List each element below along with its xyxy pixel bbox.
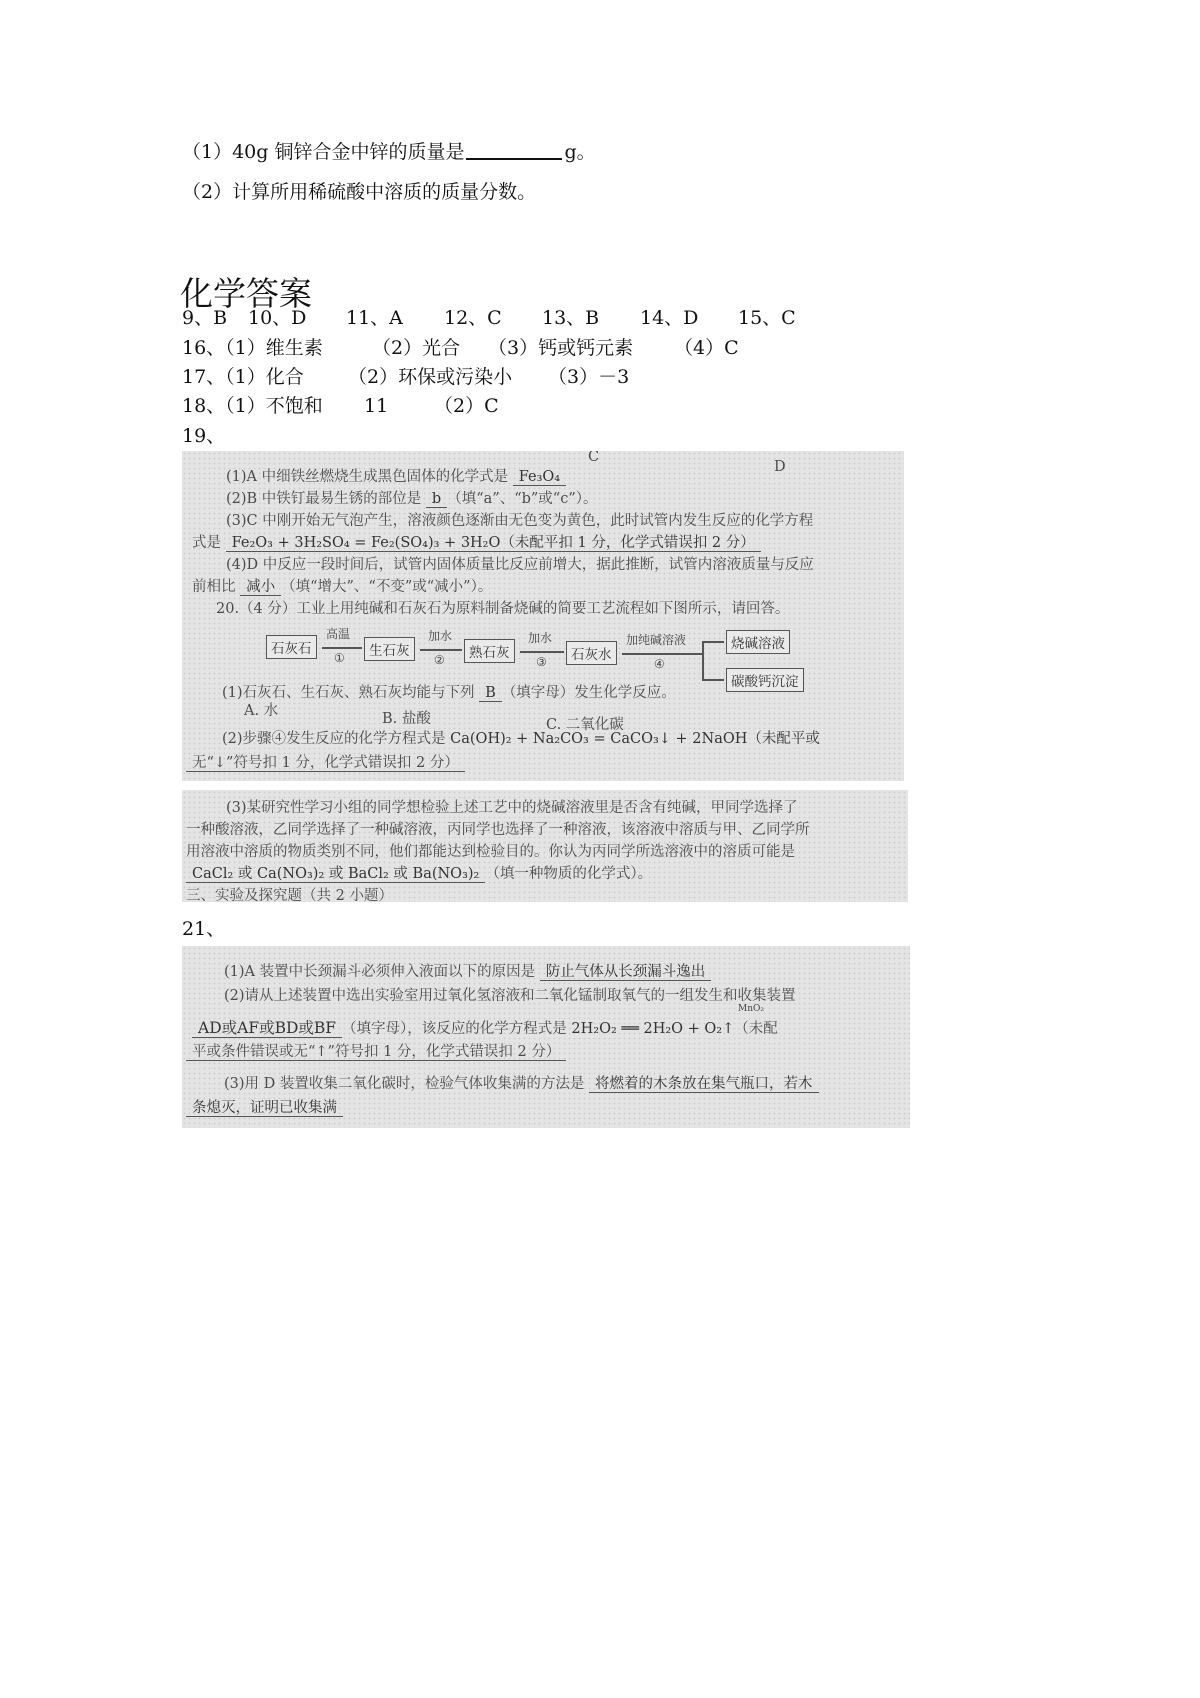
flow-label-step-3: ③	[536, 655, 547, 669]
answer-row-17	[182, 362, 629, 389]
answer-blank	[466, 140, 562, 160]
flow-arrow-1	[322, 647, 362, 649]
flow-arrow-3	[520, 651, 564, 653]
scan20-line-4-answer: CaCl₂ 或 Ca(NO₃)₂ 或 BaCl₂ 或 Ba(NO₃)₂	[186, 866, 485, 883]
answer-10: 10、D	[248, 307, 307, 329]
answer-13: 13、B	[542, 307, 600, 329]
scan19-line-2-tail: （填“a”、“b”或“c”）。	[447, 491, 598, 507]
scan21-line-4	[186, 1040, 566, 1061]
scan19-line-1	[226, 465, 566, 486]
scan21-line-2: (2)请从上述装置中选出实验室用过氧化氢溶液和二氧化锰制取氧气的一组发生和收集装置	[224, 988, 796, 1004]
answer-19-label: 19、	[182, 425, 226, 447]
scan21-line-6	[186, 1096, 343, 1117]
scan19-line-9	[222, 727, 820, 748]
scan19-line-8-tail: （填字母）发生化学反应。	[501, 685, 676, 701]
scan21-line-3-equation: 2H₂O₂ ══ 2H₂O + O₂↑	[571, 1021, 735, 1037]
flow-box-limewater: 石灰水	[566, 641, 617, 665]
flow-label-step-4: ④	[654, 657, 665, 671]
flow-label-add-soda: 加纯碱溶液	[626, 633, 687, 647]
answers-title: 化学答案	[180, 274, 312, 313]
scan-label-c: C	[588, 451, 600, 465]
scan19-line-7: 20.（4 分）工业上用纯碱和石灰石为原料制备烧碱的简要工艺流程如下图所示，请回答。	[216, 601, 790, 617]
answer-21-label: 21、	[182, 918, 226, 940]
scan21-catalyst: MnO₂	[738, 1004, 764, 1014]
scan20-line-2: 一种酸溶液，乙同学选择了一种碱溶液，丙同学也选择了一种溶液，该溶液中溶质与甲、乙同学所	[186, 822, 810, 838]
scan19-line-8-text: (1)石灰石、生石灰、熟石灰均能与下列	[222, 685, 475, 701]
flow-label-add-water-1: 加水	[428, 629, 453, 643]
scan19-line-6-tail: （填“增大”、“不变”或“减小”）。	[281, 579, 493, 595]
scan20-line-4	[186, 862, 652, 883]
scan19-option-a: A. 水	[244, 703, 279, 719]
flow-box-caustic-soda: 烧碱溶液	[726, 630, 790, 654]
flow-box-quicklime: 生石灰	[364, 637, 415, 661]
scan19-line-2-answer: b	[426, 491, 447, 508]
scan20-line-1: (3)某研究性学习小组的同学想检验上述工艺中的烧碱溶液里是否含有纯碱，甲同学选择了	[226, 800, 798, 816]
scan19-line-10-text: 无“↓”符号扣 1 分，化学式错误扣 2 分）	[186, 755, 465, 772]
flow-label-high-temp: 高温	[326, 627, 351, 641]
scan19-line-9-answer: Ca(OH)₂ + Na₂CO₃ = CaCO₃↓ + 2NaOH（未配平或	[450, 731, 820, 747]
flow-box-slaked-lime: 熟石灰	[464, 639, 515, 663]
scan19-line-1-text: (1)A 中细铁丝燃烧生成黑色固体的化学式是	[226, 469, 509, 485]
scan19-line-6-answer: 减小	[240, 579, 281, 596]
answer-16-4: （4）C	[674, 337, 739, 359]
flow-label-step-2: ②	[434, 653, 445, 667]
question-1-text: （1）40g 铜锌合金中锌的质量是	[182, 141, 465, 163]
flow-box-caco3: 碳酸钙沉淀	[726, 668, 804, 692]
scan20-line-3: 用溶液中溶质的物质类别不同，他们都能达到检验目的。你认为丙同学所选溶液中的溶质可能是	[186, 844, 795, 860]
scan21-line-1-answer: 防止气体从长颈漏斗逸出	[540, 964, 712, 981]
scan21-line-3	[192, 1016, 778, 1038]
scan19-line-8	[222, 681, 676, 702]
scan19-line-5: (4)D 中反应一段时间后，试管内固体质量比反应前增大，据此推断，试管内溶液质量与反应	[226, 557, 814, 573]
flow-box-limestone: 石灰石	[266, 635, 317, 659]
scan20-line-4-tail: （填一种物质的化学式）。	[485, 866, 653, 882]
flow-arrow-5	[702, 641, 724, 643]
scan21-line-5-answer: 将燃着的木条放在集气瓶口，若木	[589, 1076, 819, 1093]
answer-17-1: 17、（1）化合	[182, 366, 304, 388]
flow-arrow-6	[702, 679, 724, 681]
answer-18-3: （2）C	[434, 395, 499, 417]
answer-9: 9、B	[182, 307, 228, 329]
scan-answer-20	[182, 790, 908, 902]
scan19-line-4-text: 式是	[192, 535, 221, 551]
answer-17-2: （2）环保或污染小	[348, 366, 513, 388]
question-1-unit: g。	[564, 141, 596, 163]
scan19-line-3: (3)C 中刚开始无气泡产生，溶液颜色逐渐由无色变为黄色，此时试管内发生反应的化学方程	[226, 513, 814, 529]
scan19-line-1-answer: Fe₃O₄	[513, 469, 566, 486]
scan19-option-b: B. 盐酸	[382, 711, 431, 727]
scan21-line-1	[224, 960, 711, 981]
scan19-line-8-answer: B	[479, 685, 502, 702]
question-1	[182, 137, 596, 164]
flow-label-step-1: ①	[334, 651, 345, 665]
scan-label-d: D	[774, 459, 786, 475]
answer-16-1: 16、（1）维生素	[182, 337, 323, 359]
scan21-line-6-text: 条熄灭，证明已收集满	[186, 1100, 343, 1117]
flow-label-add-water-2: 加水	[528, 631, 553, 645]
scan19-line-6	[192, 575, 492, 596]
answer-row-16	[182, 333, 739, 360]
answer-18-1: 18、（1）不饱和	[182, 395, 323, 417]
scan19-line-2-text: (2)B 中铁钉最易生锈的部位是	[226, 491, 422, 507]
scan19-line-4	[192, 531, 761, 552]
scan21-line-5	[224, 1072, 819, 1093]
answer-16-2: （2）光合	[372, 337, 461, 359]
scan21-line-1-text: (1)A 装置中长颈漏斗必须伸入液面以下的原因是	[224, 964, 536, 980]
scan19-line-10	[186, 751, 465, 772]
scan21-line-3-text: （填字母），该反应的化学方程式是	[342, 1021, 567, 1037]
answer-18-2: 11	[364, 395, 389, 417]
scan20-line-5: 三、实验及探究题（共 2 小题）	[186, 888, 393, 902]
scan21-line-4-text: 平或条件错误或无“↑”符号扣 1 分，化学式错误扣 2 分）	[186, 1044, 566, 1061]
answer-14: 14、D	[640, 307, 699, 329]
scan-answer-19	[182, 451, 904, 781]
scan19-line-6-text: 前相比	[192, 579, 236, 595]
flow-branch	[702, 641, 704, 679]
scan21-line-5-text: (3)用 D 装置收集二氧化碳时，检验气体收集满的方法是	[224, 1076, 585, 1092]
answer-row-18	[182, 391, 499, 418]
scan19-line-2	[226, 487, 598, 508]
answer-16-3: （3）钙或钙元素	[488, 337, 634, 359]
answer-15: 15、C	[738, 307, 796, 329]
flow-arrow-4	[622, 653, 702, 655]
scan21-line-3-tail: （未配	[734, 1021, 778, 1037]
answer-17-3: （3）－3	[548, 366, 630, 388]
answer-row-mc	[182, 303, 796, 330]
scan19-line-4-answer: Fe₂O₃ + 3H₂SO₄ = Fe₂(SO₄)₃ + 3H₂O（未配平扣 1 分，化学式错误扣 2 分）	[226, 535, 761, 552]
scan19-line-9-text: (2)步骤④发生反应的化学方程式是	[222, 731, 446, 747]
answer-11: 11、A	[346, 307, 403, 329]
scan19-option-c: C. 二氧化碳	[546, 717, 624, 733]
scan21-line-3-answer: AD或AF或BD或BF	[192, 1019, 342, 1038]
question-2: （2）计算所用稀硫酸中溶质的质量分数。	[182, 181, 537, 203]
scan-answer-21	[182, 946, 910, 1128]
flow-arrow-2	[420, 649, 462, 651]
answer-12: 12、C	[444, 307, 502, 329]
